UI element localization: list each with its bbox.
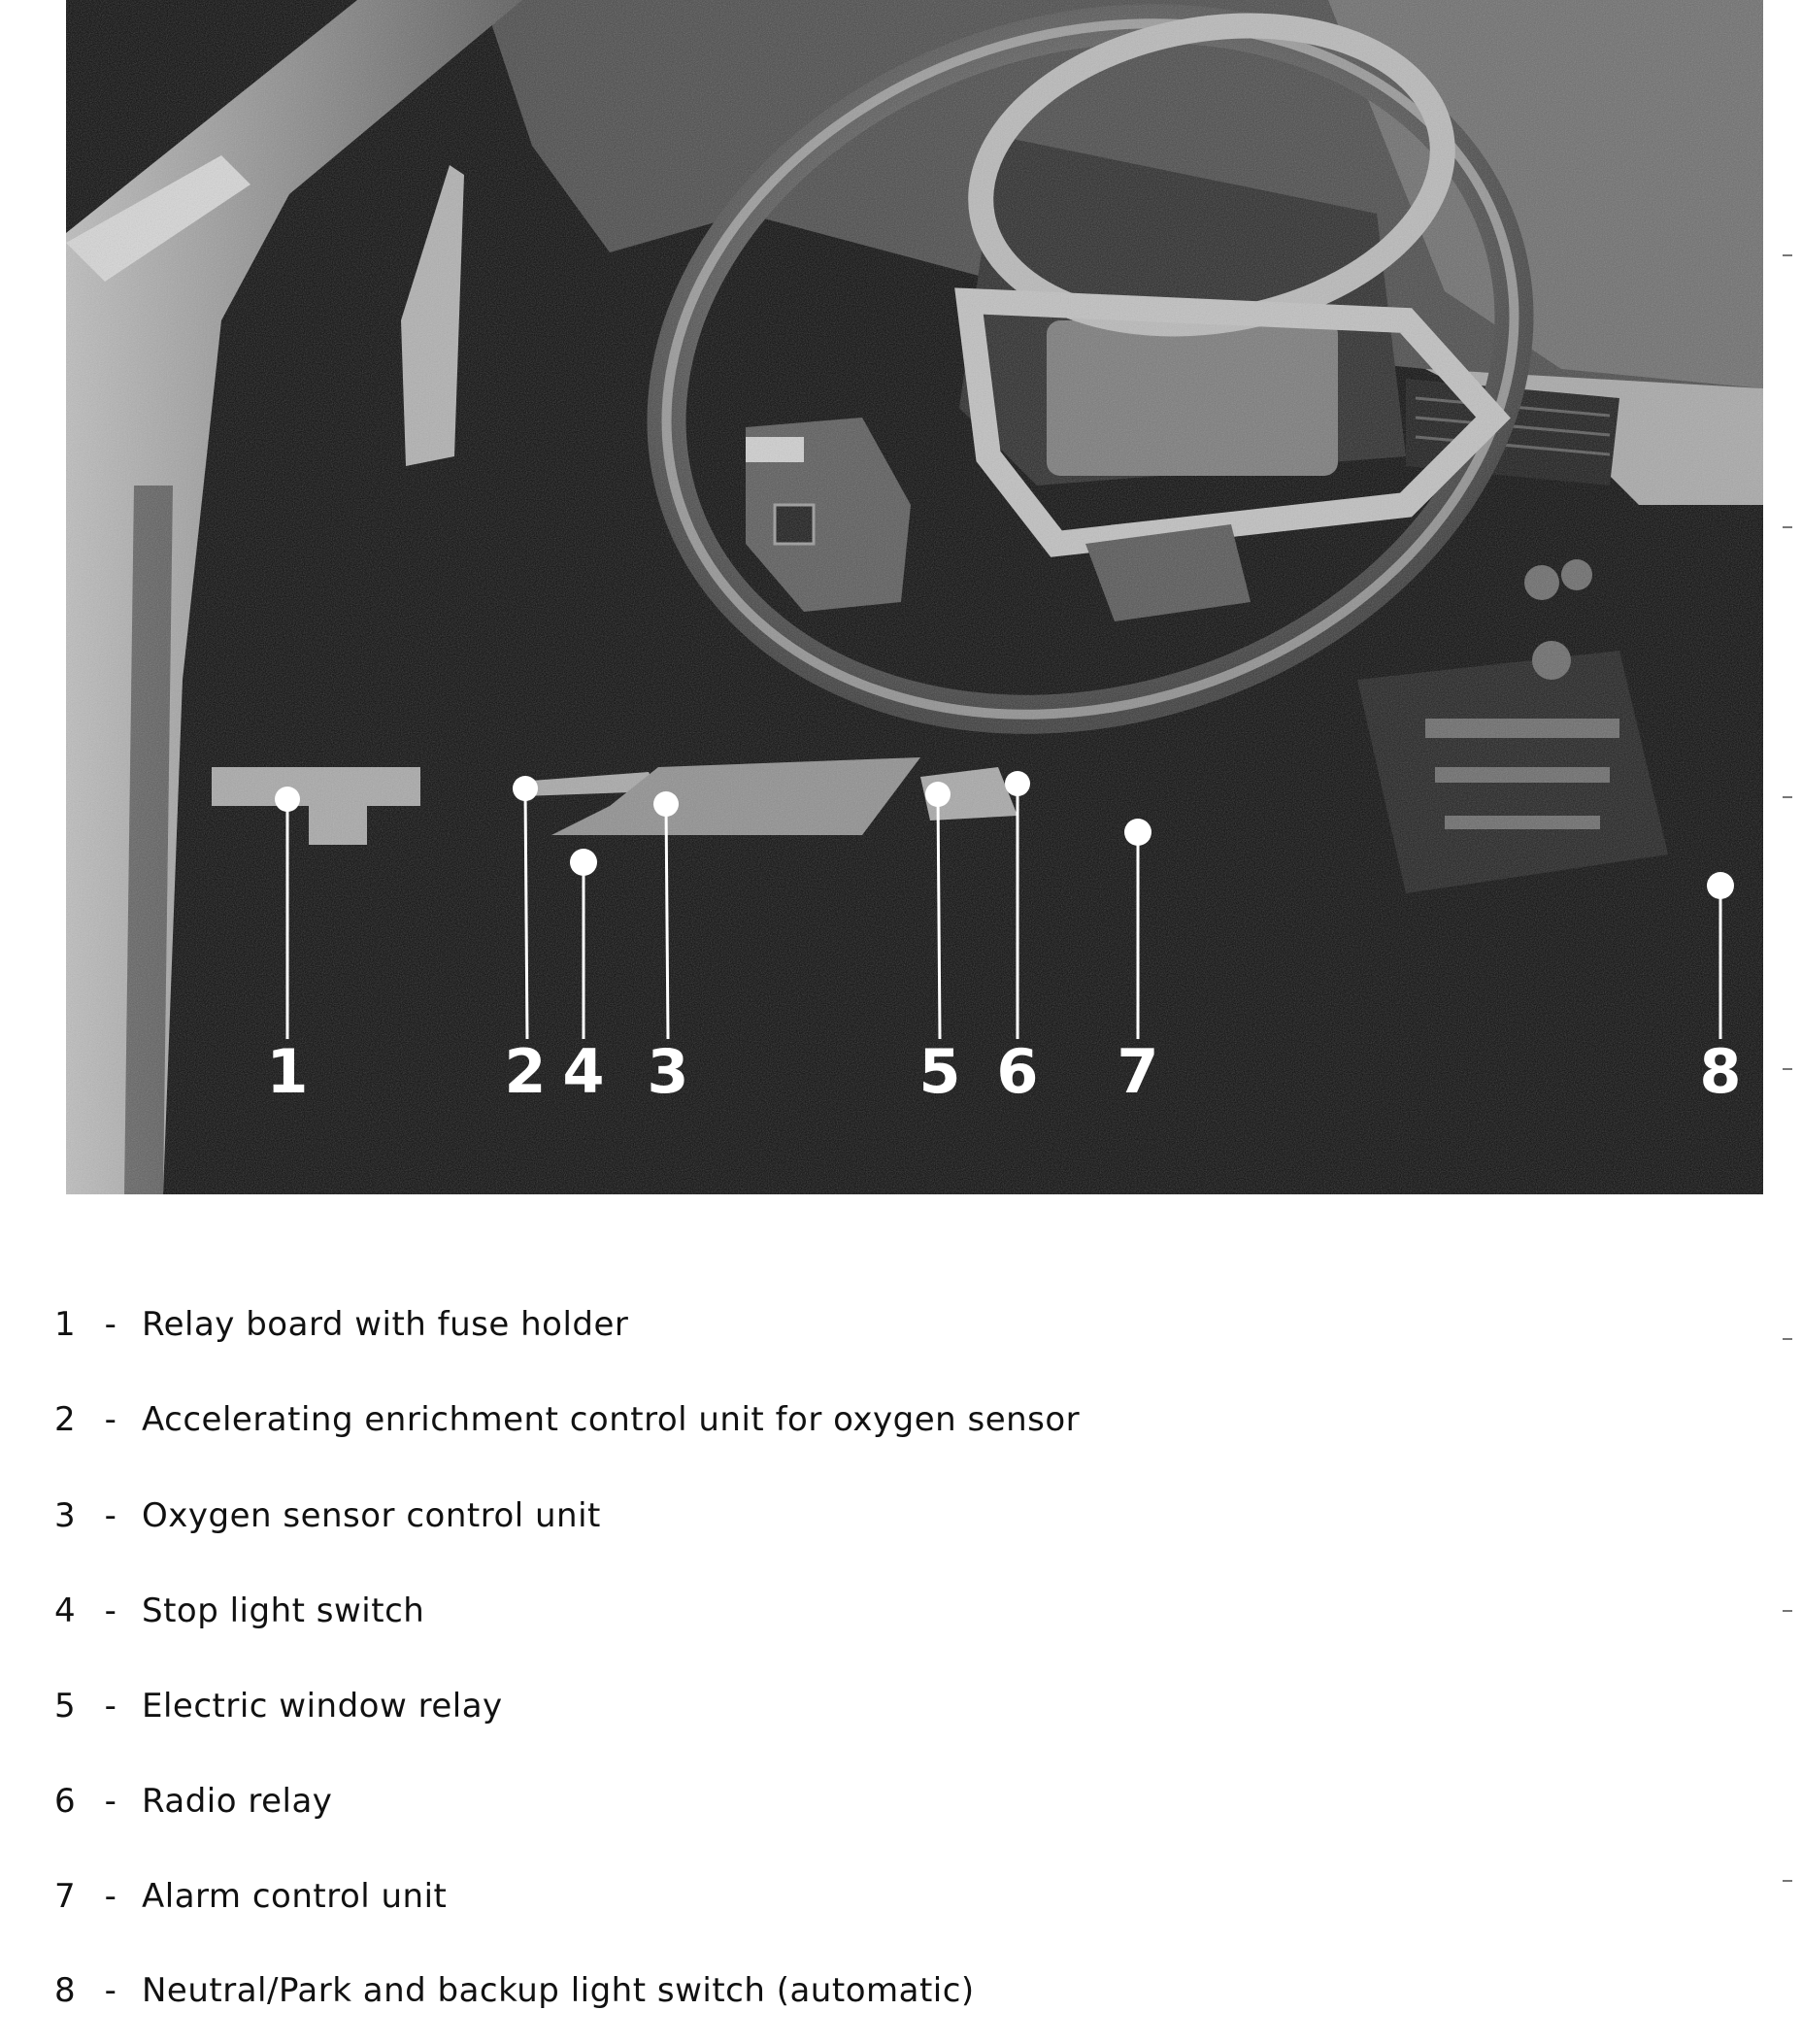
legend-separator: - xyxy=(104,1782,117,1821)
legend-item-7 xyxy=(54,1873,447,1920)
legend-separator: - xyxy=(104,1687,117,1726)
scan-mark xyxy=(1783,1068,1792,1070)
legend-text: Relay board with fuse holder xyxy=(142,1305,629,1344)
callout-2: 2 xyxy=(504,1036,547,1107)
legend-number: 2 xyxy=(54,1400,77,1439)
legend-text: Alarm control unit xyxy=(142,1877,448,1916)
legend-item-6 xyxy=(54,1778,332,1825)
callout-8: 8 xyxy=(1699,1036,1742,1107)
legend-item-2 xyxy=(54,1396,1080,1443)
legend-item-1 xyxy=(54,1301,628,1348)
legend-text: Stop light switch xyxy=(142,1592,425,1630)
scan-mark xyxy=(1783,526,1792,528)
scan-mark xyxy=(1783,1880,1792,1882)
legend-number: 5 xyxy=(54,1687,77,1726)
legend-item-8 xyxy=(54,1967,975,2014)
dashboard-photo xyxy=(66,0,1763,1194)
scan-mark xyxy=(1783,796,1792,798)
legend-item-4 xyxy=(54,1588,424,1634)
legend-separator: - xyxy=(104,1592,117,1630)
legend-number: 4 xyxy=(54,1592,77,1630)
legend-item-5 xyxy=(54,1683,503,1729)
legend-number: 1 xyxy=(54,1305,77,1344)
scan-mark xyxy=(1783,254,1792,256)
legend-separator: - xyxy=(104,1305,117,1344)
legend-text: Accelerating enrichment control unit for oxygen sensor xyxy=(142,1400,1081,1439)
legend-number: 7 xyxy=(54,1877,77,1916)
legend-text: Radio relay xyxy=(142,1782,333,1821)
legend-text: Oxygen sensor control unit xyxy=(142,1496,601,1535)
legend-number: 3 xyxy=(54,1496,77,1535)
legend-number: 6 xyxy=(54,1782,77,1821)
legend-text: Neutral/Park and backup light switch (automatic) xyxy=(142,1971,975,2010)
callout-7: 7 xyxy=(1117,1036,1159,1107)
scan-mark xyxy=(1783,1338,1792,1340)
legend-separator: - xyxy=(104,1971,117,2010)
callout-1: 1 xyxy=(266,1036,309,1107)
legend-separator: - xyxy=(104,1877,117,1916)
callout-4: 4 xyxy=(562,1036,605,1107)
legend-item-3 xyxy=(54,1492,601,1539)
legend-separator: - xyxy=(104,1496,117,1535)
legend-number: 8 xyxy=(54,1971,77,2010)
callout-3: 3 xyxy=(647,1036,689,1107)
legend-separator: - xyxy=(104,1400,117,1439)
callout-5: 5 xyxy=(918,1036,961,1107)
scan-mark xyxy=(1783,1610,1792,1612)
callout-6: 6 xyxy=(996,1036,1039,1107)
legend-text: Electric window relay xyxy=(142,1687,503,1726)
